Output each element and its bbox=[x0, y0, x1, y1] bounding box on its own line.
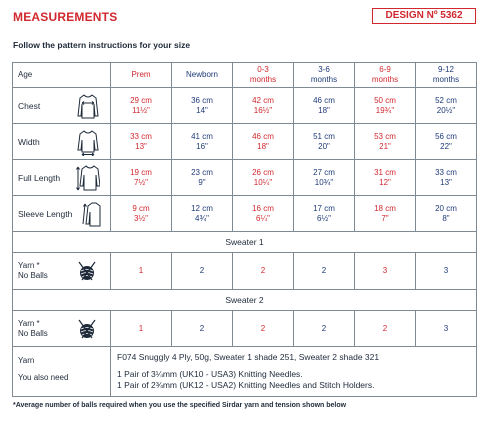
sweater-1-balls-0-3: 2 bbox=[233, 253, 294, 290]
width-prem: 33 cm 13" bbox=[111, 124, 172, 160]
sweater-2-yarn-label-cell bbox=[13, 311, 111, 347]
sweater-1-title: Sweater 1 bbox=[13, 232, 477, 253]
needles-line-2: 1 Pair of 2¾mm (UK12 - USA2) Knitting Needles and Stitch Holders. bbox=[117, 380, 375, 390]
sweater-2-no-balls-label: No Balls bbox=[18, 328, 48, 338]
measurements-table bbox=[12, 62, 477, 397]
sweater-1-balls-prem: 1 bbox=[111, 253, 172, 290]
sweater-2-balls-prem: 1 bbox=[111, 311, 172, 347]
width-9-12: 56 cm 22" bbox=[416, 124, 477, 160]
sweater-1-yarn-label: Yarn * bbox=[18, 261, 40, 270]
sweater-1-balls-6-9: 3 bbox=[355, 253, 416, 290]
sweater-1-balls-9-12: 3 bbox=[416, 253, 477, 290]
full-length-label-cell bbox=[13, 160, 111, 196]
full-length-label: Full Length bbox=[18, 172, 61, 183]
size-prem-header: Prem bbox=[111, 63, 172, 88]
size-3-6-header: 3-6 months bbox=[294, 63, 355, 88]
chest-label-cell bbox=[13, 88, 111, 124]
sleeve-length-0-3: 16 cm 6¼" bbox=[233, 196, 294, 232]
subtitle: Follow the pattern instructions for your size bbox=[13, 40, 191, 50]
width-6-9: 53 cm 21" bbox=[355, 124, 416, 160]
sleeve-length-newborn: 12 cm 4¾" bbox=[172, 196, 233, 232]
width-row bbox=[13, 124, 477, 160]
sleeve-length-label: Sleeve Length bbox=[18, 208, 73, 219]
width-label-cell bbox=[13, 124, 111, 160]
sleeve-length-3-6: 17 cm 6½" bbox=[294, 196, 355, 232]
sweater-1-yarn-label-cell bbox=[13, 253, 111, 290]
sweater-2-balls-newborn: 2 bbox=[172, 311, 233, 347]
sweater-2-balls-row bbox=[13, 311, 477, 347]
chest-0-3: 42 cm 16½" bbox=[233, 88, 294, 124]
size-newborn-header: Newborn bbox=[172, 63, 233, 88]
materials-row bbox=[13, 347, 477, 397]
sweater-width-icon bbox=[76, 128, 100, 156]
also-need-label: You also need bbox=[18, 373, 69, 382]
chest-6-9: 50 cm 19¾" bbox=[355, 88, 416, 124]
chest-label: Chest bbox=[18, 100, 41, 111]
sleeve-length-row bbox=[13, 196, 477, 232]
design-number-badge: DESIGN Nº 5362 bbox=[372, 8, 476, 24]
chest-row bbox=[13, 88, 477, 124]
width-newborn: 41 cm 16" bbox=[172, 124, 233, 160]
sweater-1-balls-row bbox=[13, 253, 477, 290]
width-0-3: 46 cm 18" bbox=[233, 124, 294, 160]
materials-details bbox=[111, 347, 477, 397]
sweater-1-header-row bbox=[13, 232, 477, 253]
page-title: MEASUREMENTS bbox=[13, 10, 118, 24]
sweater-2-balls-9-12: 3 bbox=[416, 311, 477, 347]
chest-newborn: 36 cm 14" bbox=[172, 88, 233, 124]
size-9-12-header: 9-12 months bbox=[416, 63, 477, 88]
needles-line-1: 1 Pair of 3¼mm (UK10 - USA3) Knitting Needles. bbox=[117, 369, 303, 379]
yarn-ball-needles-icon bbox=[76, 318, 98, 340]
full-length-6-9: 31 cm 12" bbox=[355, 160, 416, 196]
yarn-description: F074 Snuggly 4 Ply, 50g, Sweater 1 shade 251, Sweater 2 shade 321 bbox=[117, 352, 380, 362]
sweater-chest-icon bbox=[76, 92, 100, 120]
sweater-length-icon bbox=[76, 164, 100, 192]
full-length-row bbox=[13, 160, 477, 196]
width-3-6: 51 cm 20" bbox=[294, 124, 355, 160]
size-6-9-header: 6-9 months bbox=[355, 63, 416, 88]
sweater-2-balls-0-3: 2 bbox=[233, 311, 294, 347]
sleeve-length-9-12: 20 cm 8" bbox=[416, 196, 477, 232]
sweater-1-balls-newborn: 2 bbox=[172, 253, 233, 290]
full-length-3-6: 27 cm 10¾" bbox=[294, 160, 355, 196]
chest-9-12: 52 cm 20½" bbox=[416, 88, 477, 124]
full-length-prem: 19 cm 7½" bbox=[111, 160, 172, 196]
size-0-3-header: 0-3 months bbox=[233, 63, 294, 88]
footnote: *Average number of balls required when you use the specified Sirdar yarn and tension shown below bbox=[13, 402, 347, 409]
full-length-newborn: 23 cm 9" bbox=[172, 160, 233, 196]
age-label: Age bbox=[13, 63, 111, 88]
sleeve-length-icon bbox=[82, 200, 104, 228]
sweater-2-balls-6-9: 2 bbox=[355, 311, 416, 347]
sleeve-length-label-cell bbox=[13, 196, 111, 232]
full-length-0-3: 26 cm 10¼" bbox=[233, 160, 294, 196]
sweater-2-header-row bbox=[13, 290, 477, 311]
chest-3-6: 46 cm 18" bbox=[294, 88, 355, 124]
sweater-2-yarn-label: Yarn * bbox=[18, 318, 40, 328]
sleeve-length-prem: 9 cm 3½" bbox=[111, 196, 172, 232]
chest-prem: 29 cm 11½" bbox=[111, 88, 172, 124]
sweater-1-no-balls-label: No Balls bbox=[18, 271, 48, 280]
age-row bbox=[13, 63, 477, 88]
yarn-ball-needles-icon bbox=[76, 260, 98, 282]
sleeve-length-6-9: 18 cm 7" bbox=[355, 196, 416, 232]
sweater-1-balls-3-6: 2 bbox=[294, 253, 355, 290]
sweater-2-title: Sweater 2 bbox=[13, 290, 477, 311]
materials-labels bbox=[13, 347, 111, 397]
full-length-9-12: 33 cm 13" bbox=[416, 160, 477, 196]
yarn-label: Yarn bbox=[18, 356, 35, 365]
sweater-2-balls-3-6: 2 bbox=[294, 311, 355, 347]
width-label: Width bbox=[18, 136, 40, 147]
